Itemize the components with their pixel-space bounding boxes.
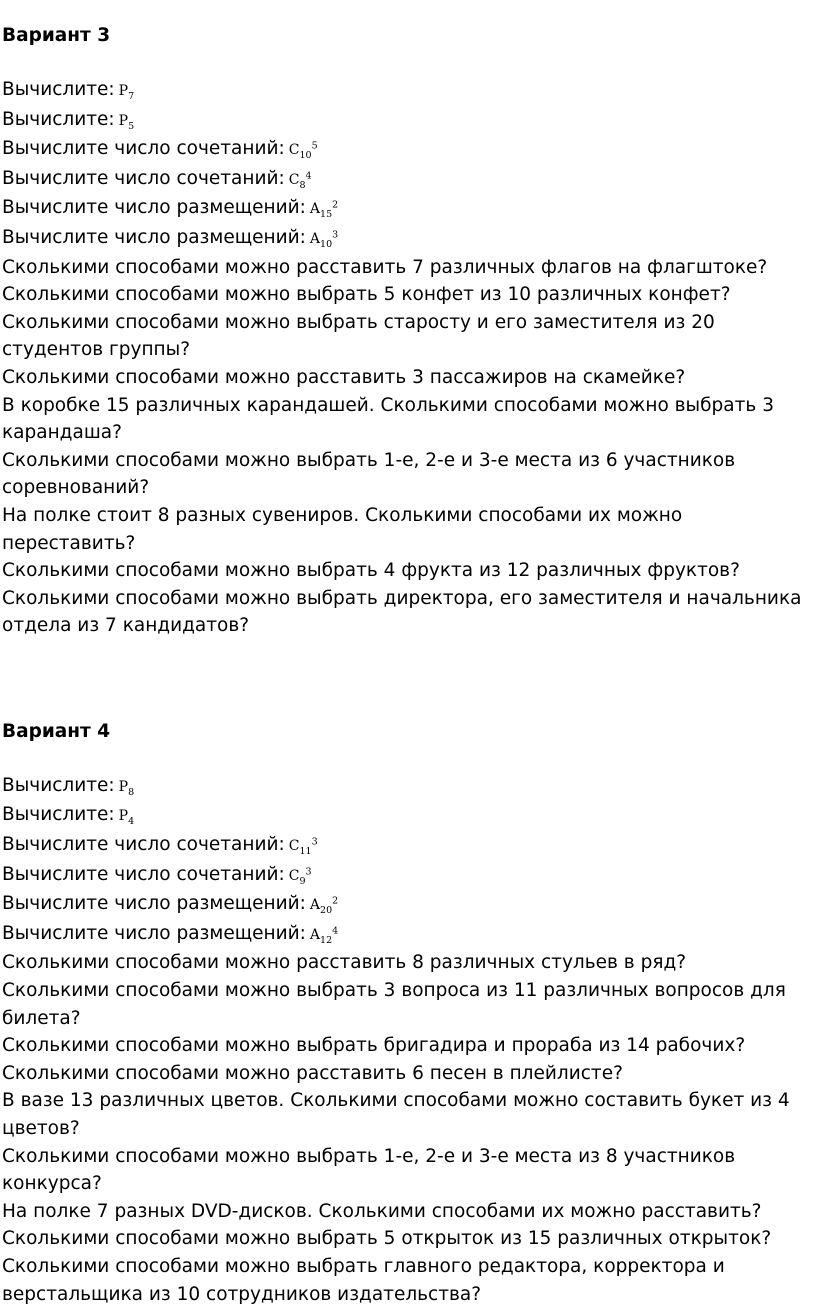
formula-symbol: C: [288, 142, 300, 159]
formula-prefix: Вычислите:: [2, 804, 115, 826]
formula-subscript: 11: [299, 845, 312, 857]
formula-expression: [288, 170, 312, 191]
formula-superscript: 3: [305, 866, 312, 877]
formula-prefix: Вычислите:: [2, 79, 115, 100]
formula-symbol: P: [118, 808, 129, 825]
formula-task: [2, 890, 814, 920]
formula-expression: [288, 866, 312, 887]
variant-3-section: [2, 22, 814, 640]
variant-title: Вариант 3: [2, 25, 111, 46]
formula-task: [2, 801, 814, 831]
question: Сколькими способами можно выбрать бригадира и прораба из 14 рабочих?: [2, 1035, 746, 1057]
formula-prefix: Вычислите число сочетаний:: [2, 167, 285, 189]
formula-task: [2, 194, 814, 224]
formula-expression: [309, 895, 339, 917]
formula-subscript: 10: [299, 149, 312, 161]
formula-superscript: 4: [332, 925, 339, 937]
formula-symbol: C: [288, 838, 300, 855]
formula-task: [2, 106, 814, 136]
formula-symbol: P: [118, 112, 129, 129]
formula-superscript: 4: [305, 170, 312, 182]
document: [2, 22, 814, 1308]
question: Сколькими способами можно выбрать старосту и его заместителя из 20 студентов группы?: [2, 311, 715, 361]
formula-symbol: P: [118, 83, 129, 99]
question: Сколькими способами можно расставить 8 различных стульев в ряд?: [2, 952, 687, 974]
formula-prefix: Вычислите число размещений:: [2, 893, 306, 915]
question: Сколькими способами можно выбрать 5 конфет из 10 различных конфет?: [2, 284, 731, 306]
question: Сколькими способами можно выбрать 5 открыток из 15 различных открыток?: [2, 1228, 772, 1250]
question: На полке стоит 8 разных сувениров. Сколькими способами их можно переставить?: [2, 504, 683, 554]
formula-prefix: Вычислите число сочетаний:: [2, 834, 285, 856]
formula-symbol: A: [309, 201, 321, 218]
formula-symbol: A: [309, 897, 321, 914]
formula-superscript: 2: [332, 199, 339, 211]
formula-superscript: 5: [311, 140, 318, 152]
formula-subscript: 5: [128, 120, 135, 132]
formula-subscript: 8: [299, 179, 306, 191]
formula-task: [2, 224, 814, 254]
question: В коробке 15 различных карандашей. Сколькими способами можно выбрать 3 карандаша?: [2, 394, 774, 444]
formula-task: [2, 135, 814, 165]
formula-subscript: 10: [320, 238, 333, 250]
formula-symbol: C: [288, 867, 300, 884]
formula-expression: [288, 836, 318, 857]
question: Сколькими способами можно расставить 3 пассажиров на скамейке?: [2, 366, 686, 388]
formula-symbol: P: [118, 778, 129, 795]
formula-task: [2, 76, 814, 106]
formula-symbol: A: [309, 230, 321, 247]
formula-expression: [309, 199, 339, 221]
formula-prefix: Вычислите число размещений:: [2, 922, 306, 944]
formula-subscript: 8: [128, 786, 135, 798]
formula-subscript: 9: [299, 875, 306, 887]
question: Сколькими способами можно выбрать главного редактора, корректора и верстальщика из 10 сотрудников издательства?: [2, 1255, 725, 1305]
question: Сколькими способами можно выбрать 4 фрукта из 12 различных фруктов?: [2, 560, 740, 582]
question: Сколькими способами можно выбрать 3 вопроса из 11 различных вопросов для билета?: [2, 980, 786, 1029]
formula-subscript: 20: [320, 905, 333, 917]
formula-task: [2, 861, 814, 891]
formula-task: [2, 165, 814, 195]
formula-prefix: Вычислите число размещений:: [2, 197, 306, 219]
formula-superscript: 3: [332, 229, 339, 241]
variant-title: Вариант 4: [2, 720, 111, 742]
formula-expression: [309, 925, 339, 946]
variant-4-section: [2, 718, 814, 1308]
formula-symbol: C: [288, 171, 300, 188]
formula-prefix: Вычислите:: [2, 774, 115, 796]
formula-symbol: A: [309, 926, 321, 943]
formula-subscript: 4: [128, 816, 135, 828]
question: В вазе 13 различных цветов. Сколькими способами можно составить букет из 4 цветов?: [2, 1090, 790, 1139]
formula-expression: [118, 778, 135, 798]
question: Сколькими способами можно выбрать директора, его заместителя и начальника отдела из 7 кандидатов?: [2, 587, 802, 637]
question: На полке 7 разных DVD-дисков. Сколькими способами их можно расставить?: [2, 1200, 762, 1222]
formula-task: [2, 920, 814, 950]
formula-expression: [118, 83, 135, 102]
formula-prefix: Вычислите число сочетаний:: [2, 863, 285, 885]
question: Сколькими способами можно выбрать 1-е, 2-е и 3-е места из 6 участников соревнований?: [2, 449, 736, 499]
formula-subscript: 15: [320, 209, 333, 221]
question: Сколькими способами можно расставить 7 различных флагов на флагштоке?: [2, 256, 768, 278]
formula-task: [2, 831, 814, 861]
formula-expression: [309, 229, 339, 250]
formula-expression: [288, 140, 318, 161]
formula-task: [2, 772, 814, 802]
formula-subscript: 12: [320, 934, 333, 946]
formula-expression: [118, 112, 135, 132]
formula-subscript: 7: [128, 90, 135, 102]
formula-superscript: 2: [332, 895, 339, 907]
formula-prefix: Вычислите число сочетаний:: [2, 138, 285, 160]
formula-prefix: Вычислите число размещений:: [2, 226, 306, 248]
formula-prefix: Вычислите:: [2, 108, 115, 130]
question: Сколькими способами можно расставить 6 песен в плейлисте?: [2, 1062, 623, 1084]
formula-expression: [118, 808, 135, 828]
formula-superscript: 3: [311, 836, 318, 848]
question: Сколькими способами можно выбрать 1-е, 2-е и 3-е места из 8 участников конкурса?: [2, 1145, 736, 1195]
